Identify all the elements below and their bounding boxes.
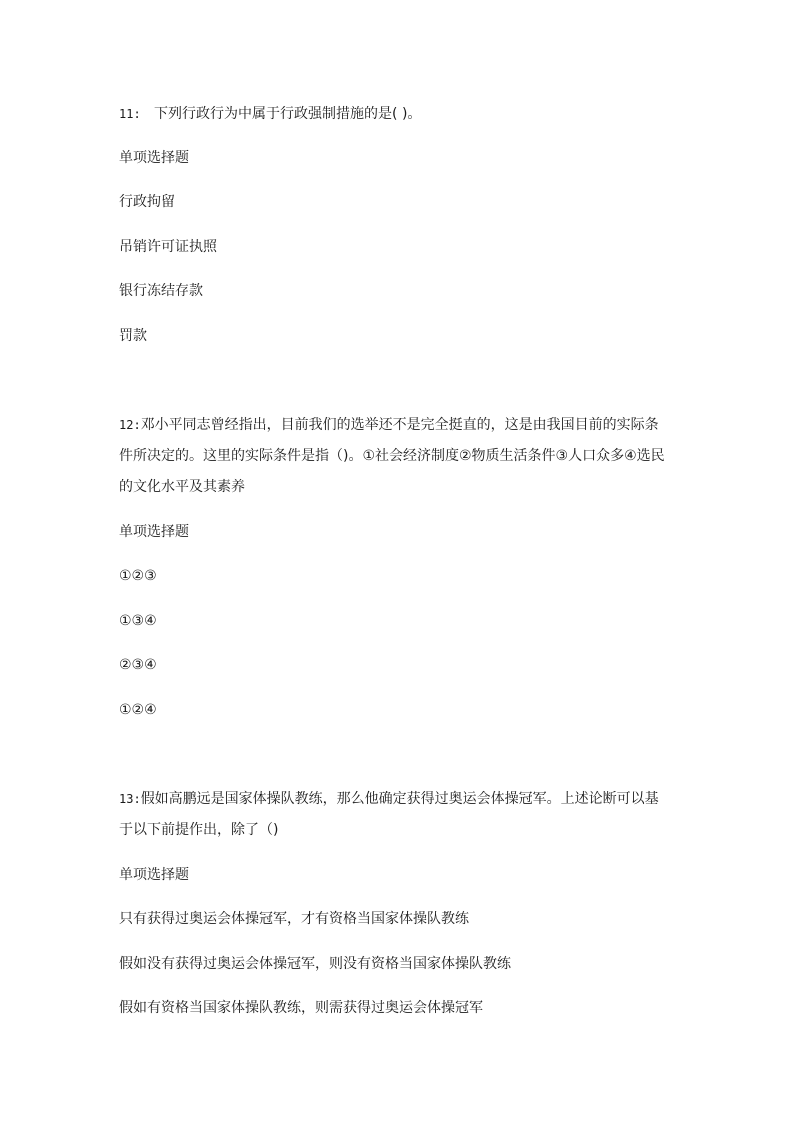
question-12-stem-line-1 xyxy=(119,416,679,434)
question-number: 12: xyxy=(119,418,141,432)
question-number: 13: xyxy=(119,792,141,806)
question-13-stem-line-2: 于以下前提作出，除了（) xyxy=(119,822,279,838)
question-13-option-b: 假如没有获得过奥运会体操冠军，则没有资格当国家体操队教练 xyxy=(119,956,511,972)
question-13-option-a: 只有获得过奥运会体操冠军，才有资格当国家体操队教练 xyxy=(119,911,469,927)
question-11-type: 单项选择题 xyxy=(119,150,189,166)
question-11-option-a: 行政拘留 xyxy=(119,194,175,210)
question-12-stem-line-2: 件所决定的。这里的实际条件是指（)。①社会经济制度②物质生活条件③人口众多④选民 xyxy=(119,448,665,464)
question-11-option-c: 银行冻结存款 xyxy=(119,283,203,299)
question-11-option-d: 罚款 xyxy=(119,328,147,344)
question-13-option-c: 假如有资格当国家体操队教练，则需获得过奥运会体操冠军 xyxy=(119,1000,483,1016)
question-stem-text: 下列行政行为中属于行政强制措施的是( )。 xyxy=(154,106,422,122)
question-12-option-b: ①③④ xyxy=(119,613,157,629)
question-13-type: 单项选择题 xyxy=(119,867,189,883)
question-12-type: 单项选择题 xyxy=(119,524,189,540)
question-12-option-a: ①②③ xyxy=(119,568,157,584)
question-stem-text: 假如高鹏远是国家体操队教练，那么他确定获得过奥运会体操冠军。上述论断可以基 xyxy=(140,791,659,807)
question-12-option-c: ②③④ xyxy=(119,657,157,673)
question-stem-text: 邓小平同志曾经指出，目前我们的选举还不是完全挺直的，这是由我国目前的实际条 xyxy=(140,417,659,433)
question-number: 11: xyxy=(119,107,141,121)
question-12-option-d: ①②④ xyxy=(119,702,157,718)
question-12-stem-line-3: 的文化水平及其素养 xyxy=(119,479,245,495)
question-11-option-b: 吊销许可证执照 xyxy=(119,239,217,255)
question-13-stem-line-1 xyxy=(119,790,679,808)
question-11-stem xyxy=(119,105,679,123)
